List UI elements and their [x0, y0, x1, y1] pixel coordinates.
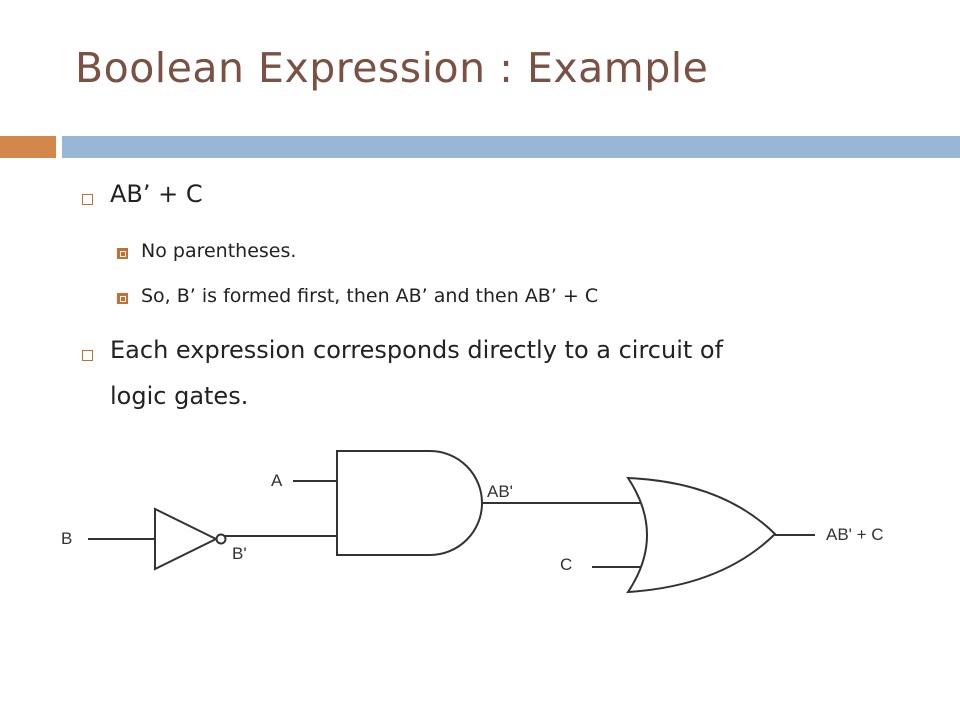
square-bullet-icon — [82, 350, 93, 361]
bullet-item-circuit-line2: logic gates. — [110, 382, 249, 410]
and-gate — [337, 451, 482, 555]
bullet-item-circuit-line1: Each expression corresponds directly to a circuit of — [110, 336, 724, 364]
label-a: A — [271, 471, 283, 490]
label-b: B — [61, 529, 73, 548]
label-b-prime: B' — [232, 544, 247, 563]
slide-title: Boolean Expression : Example — [75, 44, 709, 92]
title-accent-bar — [0, 136, 56, 158]
or-gate — [628, 478, 775, 592]
not-gate-bubble — [217, 535, 226, 544]
title-divider-bar — [62, 136, 960, 158]
square-bullet-icon — [82, 194, 93, 205]
logic-circuit-diagram — [0, 430, 960, 620]
sub-bullet-order: So, B’ is formed first, then AB’ and then AB’ + C — [141, 285, 599, 307]
label-ab-prime: AB' — [487, 482, 513, 501]
filled-square-bullet-icon — [117, 248, 128, 259]
bullet-item-expression: AB’ + C — [110, 180, 203, 208]
label-c: C — [560, 555, 573, 574]
label-output: AB' + C — [826, 525, 884, 544]
sub-bullet-no-parentheses: No parentheses. — [141, 240, 297, 262]
not-gate — [155, 509, 216, 569]
filled-square-bullet-icon — [117, 293, 128, 304]
